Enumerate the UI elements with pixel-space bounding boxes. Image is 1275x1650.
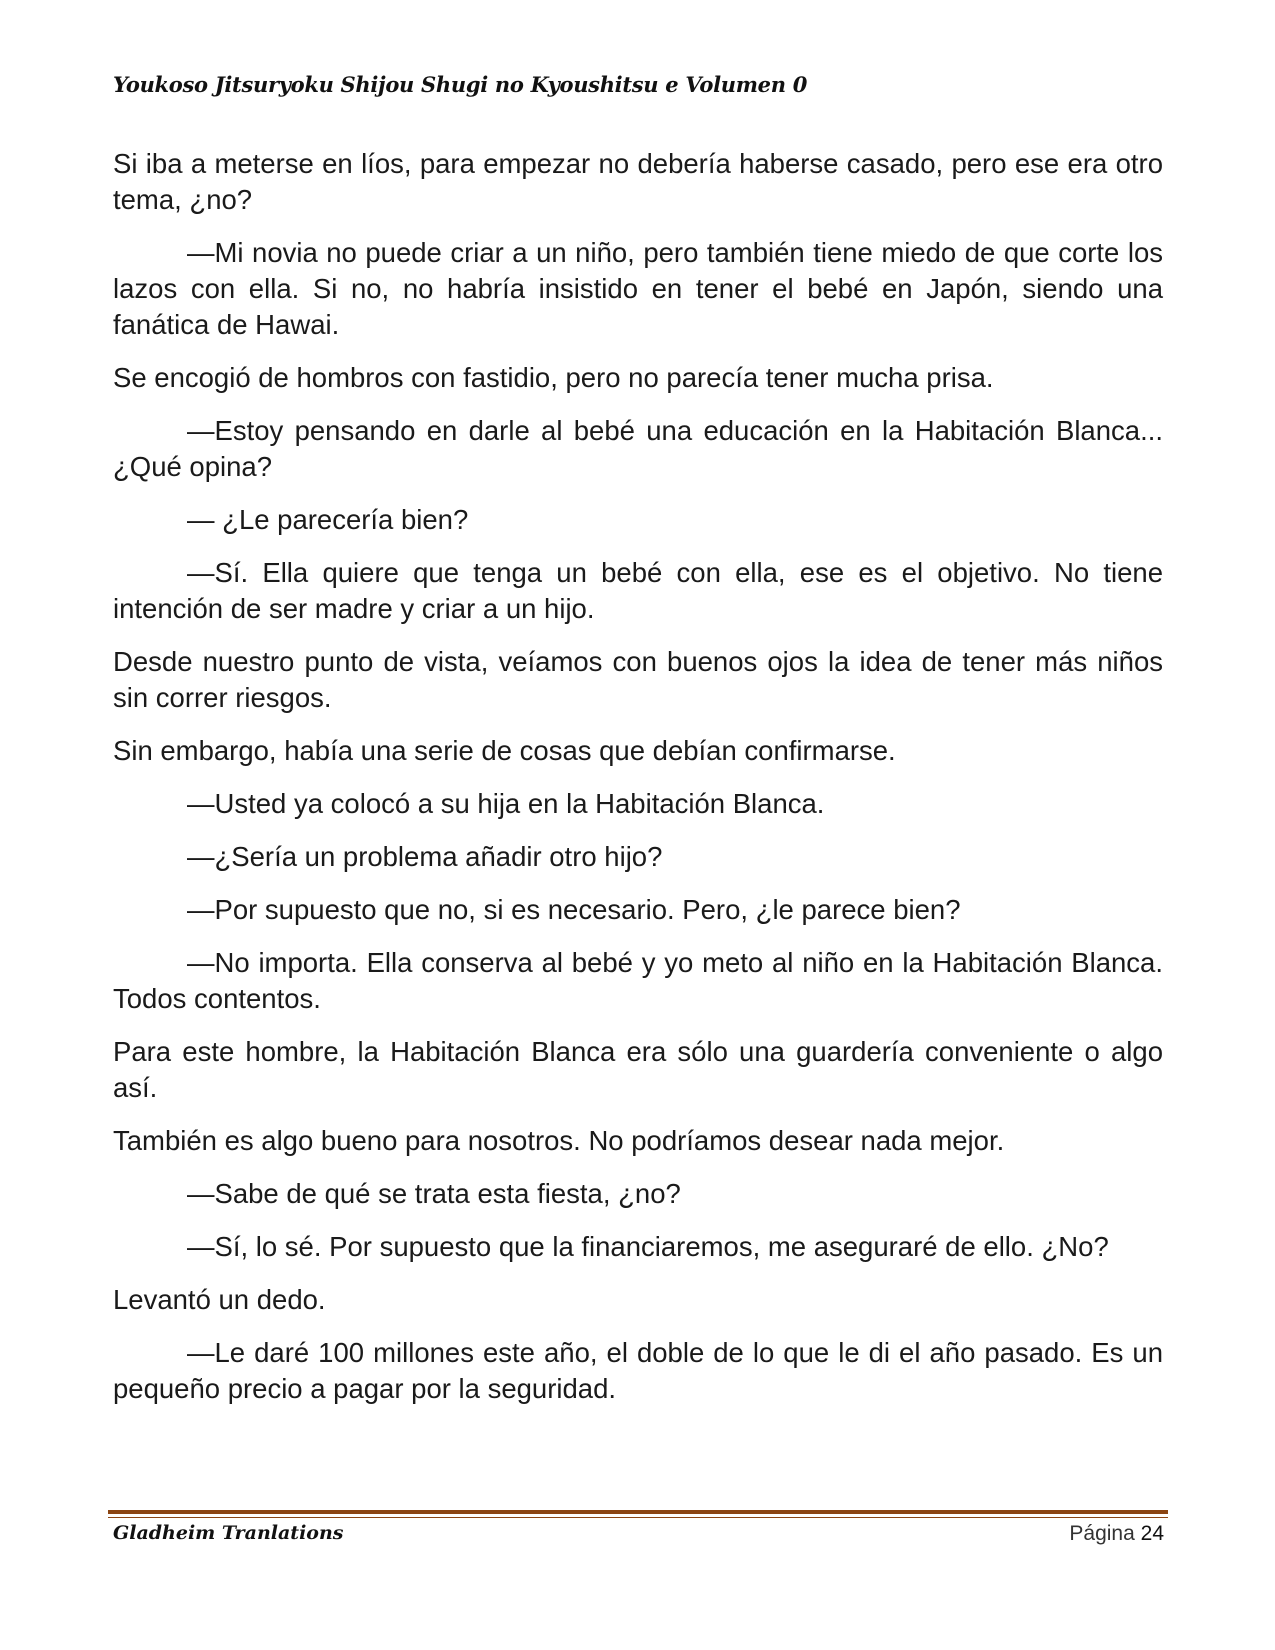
page-header-title: Youkoso Jitsuryoku Shijou Shugi no Kyoushitsu e Volumen 0 [113, 72, 808, 97]
page-label: Página [1069, 1522, 1135, 1545]
paragraph: Sin embargo, había una serie de cosas que debían confirmarse. [113, 735, 896, 766]
footer-page-indicator [1069, 1522, 1164, 1546]
paragraph: También es algo bueno para nosotros. No podríamos desear nada mejor. [113, 1125, 1005, 1156]
page-number: 24 [1140, 1522, 1164, 1545]
dialog-line: —No importa. Ella conserva al bebé y yo meto al niño en la Habitación Blanca. Todos contentos. [113, 947, 1163, 1014]
dialog-line: — ¿Le parecería bien? [187, 504, 469, 535]
dialog-line: —¿Sería un problema añadir otro hijo? [187, 841, 663, 872]
dialog-line: —Estoy pensando en darle al bebé una educación en la Habitación Blanca... ¿Qué opina? [113, 415, 1163, 482]
body-text [113, 146, 1163, 1424]
dialog-line: —Sí. Ella quiere que tenga un bebé con ella, ese es el objetivo. No tiene intención de ser madre y criar a un hijo. [113, 557, 1163, 624]
dialog-line: —Le daré 100 millones este año, el doble de lo que le di el año pasado. Es un pequeño precio a pagar por la seguridad. [113, 1337, 1163, 1404]
paragraph: Se encogió de hombros con fastidio, pero no parecía tener mucha prisa. [113, 362, 994, 393]
paragraph: Para este hombre, la Habitación Blanca era sólo una guardería conveniente o algo así. [113, 1036, 1163, 1103]
dialog-line: —Por supuesto que no, si es necesario. Pero, ¿le parece bien? [187, 894, 961, 925]
dialog-line: —Mi novia no puede criar a un niño, pero también tiene miedo de que corte los lazos con ella. Si no, no habría insistido en tener el bebé en Japón, siendo una fanática de Hawai. [113, 237, 1163, 340]
footer-credit: Gladheim Tranlations [113, 1522, 344, 1544]
footer-divider [108, 1510, 1168, 1514]
dialog-line: —Usted ya colocó a su hija en la Habitación Blanca. [187, 788, 825, 819]
footer-divider-thin [108, 1517, 1168, 1518]
paragraph: Levantó un dedo. [113, 1284, 326, 1315]
dialog-line: —Sí, lo sé. Por supuesto que la financiaremos, me aseguraré de ello. ¿No? [187, 1231, 1109, 1262]
paragraph: Desde nuestro punto de vista, veíamos con buenos ojos la idea de tener más niños sin correr riesgos. [113, 646, 1163, 713]
dialog-line: —Sabe de qué se trata esta fiesta, ¿no? [187, 1178, 681, 1209]
paragraph: Si iba a meterse en líos, para empezar no debería haberse casado, pero ese era otro tema, ¿no? [113, 148, 1163, 215]
